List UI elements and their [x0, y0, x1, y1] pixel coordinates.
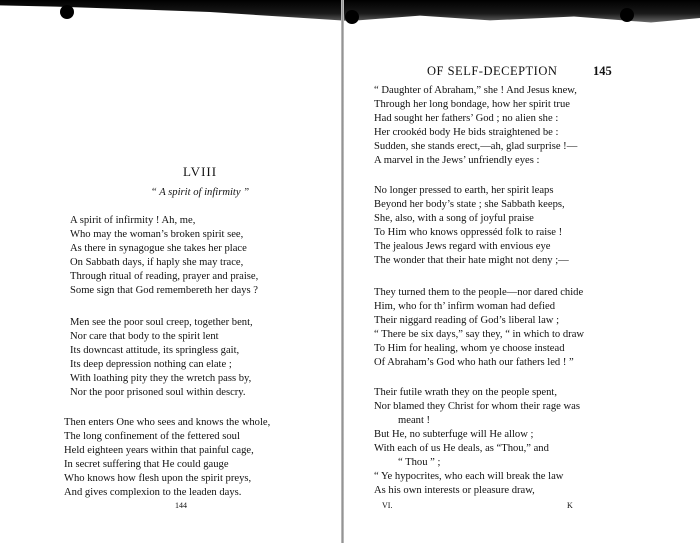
page-number-right: 145	[593, 64, 612, 78]
verse-line: In secret suffering that He could gauge	[64, 459, 229, 470]
verse-line: Had sought her fathers’ God ; no alien she :	[374, 113, 559, 124]
verse-line: The jealous Jews regard with envious eye	[374, 241, 551, 252]
verse-line: As there in synagogue she takes her place	[70, 243, 247, 254]
verse-line: With each of us He deals, as “Thou,” and	[374, 443, 549, 454]
verse-line: Nor the poor prisoned soul within descry.	[70, 387, 246, 398]
binding-hole	[60, 5, 74, 19]
verse-line: A spirit of infirmity ! Ah, me,	[70, 215, 196, 226]
verse-line: Held eighteen years within that painful cage,	[64, 445, 254, 456]
verse-line: Their futile wrath they on the people spent,	[374, 387, 557, 398]
verse-line: Of Abraham’s God who hath our fathers led ! ”	[374, 357, 574, 368]
verse-line: Beyond her body’s state ; she Sabbath keeps,	[374, 199, 565, 210]
verse-line: Its deep depression nothing can elate ;	[70, 359, 232, 370]
verse-line: “ Ye hypocrites, who each will break the law	[374, 471, 564, 482]
verse-line: On Sabbath days, if haply she may trace,	[70, 257, 244, 268]
verse-line: The long confinement of the fettered soul	[64, 431, 240, 442]
verse-line: She, also, with a song of joyful praise	[374, 213, 534, 224]
verse-line: Then enters One who sees and knows the whole,	[64, 417, 271, 428]
verse-line: Through her long bondage, how her spirit true	[374, 99, 570, 110]
binding-hole	[620, 8, 634, 22]
verse-line: Men see the poor soul creep, together bent,	[70, 317, 253, 328]
chapter-epigraph: “ A spirit of infirmity ”	[150, 187, 250, 198]
verse-line: “ Daughter of Abraham,” she ! And Jesus knew,	[374, 85, 577, 96]
chapter-number: LVIII	[182, 164, 218, 179]
signature-mark-right: K	[567, 501, 573, 510]
signature-mark-left: VI.	[382, 501, 393, 510]
binding-hole	[345, 10, 359, 24]
verse-line: A marvel in the Jews’ unfriendly eyes :	[374, 155, 540, 166]
verse-line: Who may the woman’s broken spirit see,	[70, 229, 244, 240]
verse-line: meant !	[398, 415, 431, 426]
verse-line: Who knows how flesh upon the spirit preys,	[64, 473, 252, 484]
verse-line: And gives complexion to the leaden days.	[64, 487, 242, 498]
verse-line: Some sign that God remembereth her days ?	[70, 285, 258, 296]
book-spine	[341, 0, 344, 543]
running-head: OF SELF-DECEPTION	[427, 64, 558, 78]
verse-line: To Him for healing, whom ye choose instead	[374, 343, 565, 354]
verse-line: As his own interests or pleasure draw,	[374, 485, 535, 496]
verse-line: “ Thou ” ;	[398, 457, 441, 468]
verse-line: No longer pressed to earth, her spirit leaps	[374, 185, 554, 196]
verse-line: Her crookéd body He bids straightened be :	[374, 127, 559, 138]
verse-line: They turned them to the people—nor dared chide	[374, 287, 584, 298]
verse-line: The wonder that their hate might not deny ;—	[374, 255, 569, 266]
verse-line: Their niggard reading of God’s liberal law ;	[374, 315, 560, 326]
verse-line: To Him who knows oppresséd folk to raise !	[374, 227, 563, 238]
verse-line: “ There be six days,” say they, “ in which to draw	[374, 329, 585, 340]
verse-line: Him, who for th’ infirm woman had defied	[374, 301, 556, 312]
verse-line: Nor blamed they Christ for whom their rage was	[374, 401, 580, 412]
verse-line: With loathing pity they the wretch pass by,	[70, 373, 252, 384]
verse-line: Nor care that body to the spirit lent	[70, 331, 219, 342]
verse-line: Sudden, she stands erect,—ah, glad surprise !—	[374, 141, 578, 152]
verse-line: But He, no subterfuge will He allow ;	[374, 429, 534, 440]
page-number-left: 144	[175, 501, 187, 510]
verse-line: Through ritual of reading, prayer and praise,	[70, 271, 259, 282]
verse-line: Its downcast attitude, its springless gait,	[70, 345, 240, 356]
